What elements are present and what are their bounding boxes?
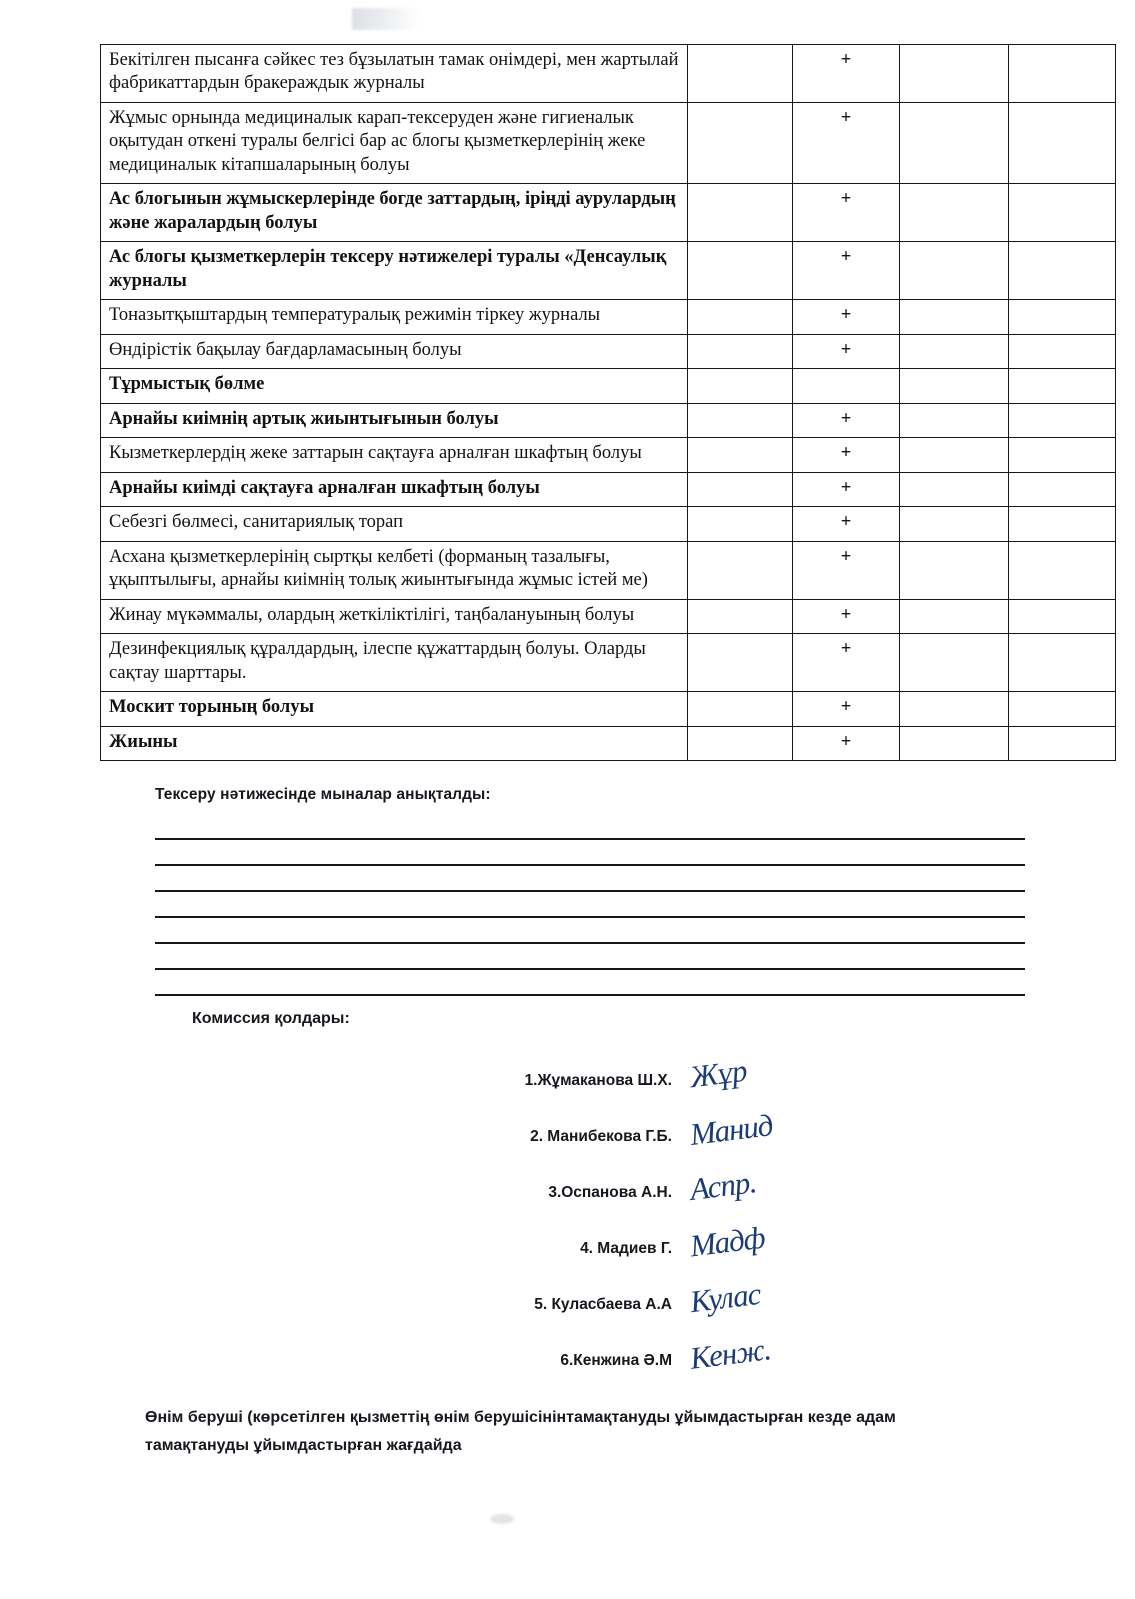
checklist-item-label: Дезинфекциялық құралдардың, ілеспе құжаттардың болуы. Оларды сақтау шарттары. [101,634,688,692]
signatory-name: 2. Манибекова Г.Б. [530,1128,672,1145]
list-item [500,1331,900,1404]
checklist-cell-col4 [1009,242,1116,300]
blank-line [155,866,1025,892]
blank-line [155,918,1025,944]
table-row [101,472,1116,506]
checklist-cell-col4 [1009,507,1116,541]
checklist-cell-col1 [688,634,793,692]
checklist-cell-col1 [688,726,793,760]
checklist-body [101,45,1116,761]
table-row [101,599,1116,633]
checklist-item-label: Жинау мүкәммалы, олардың жеткіліктілігі, таңбалануының болуы [101,599,688,633]
checklist-cell-col3 [900,403,1009,437]
checklist-mark: + [793,541,900,599]
checklist-cell-col1 [688,334,793,368]
checklist-item-label: Асхана қызметкерлерінің сыртқы келбеті (форманың тазалығы, ұқыптылығы, арнайы киімнің толық жиынтығында жұмыс істей ме) [101,541,688,599]
table-row [101,300,1116,334]
blank-line [155,970,1025,996]
table-row [101,184,1116,242]
checklist-cell-col3 [900,599,1009,633]
results-note: Тексеру нәтижесінде мыналар анықталды: [155,786,491,803]
checklist-cell-col3 [900,438,1009,472]
footer-note: Өнім беруші (көрсетілген қызметтің өнім берушісінінтамақтануды ұйымдастырған кезде адам тамақтануды ұйымдастырған жағдайда [145,1409,896,1454]
checklist-cell-col3 [900,300,1009,334]
handwritten-signature: Кулас [688,1275,763,1320]
signatory-name: 6.Кенжина Ә.М [560,1352,672,1369]
table-row [101,541,1116,599]
checklist-cell-col4 [1009,102,1116,183]
checklist-cell-col4 [1009,300,1116,334]
checklist-mark: + [793,472,900,506]
blank-line [155,944,1025,970]
checklist-mark: + [793,692,900,726]
checklist-mark: + [793,184,900,242]
checklist-cell-col4 [1009,634,1116,692]
checklist-section-label: Тұрмыстық бөлме [101,369,688,403]
table-row-section [101,369,1116,403]
checklist-cell-col1 [688,599,793,633]
checklist-cell-col1 [688,300,793,334]
checklist-cell-col4 [1009,184,1116,242]
blank-line [155,892,1025,918]
blank-writing-lines [155,828,1025,996]
checklist-cell-col1 [688,369,793,403]
checklist-cell-col1 [688,692,793,726]
checklist-mark: + [793,45,900,103]
checklist-item-label: Арнайы киімнің артық жиынтығынын болуы [101,403,688,437]
checklist-item-label: Кызметкерлердің жеке заттарын сақтауға арналған шкафтың болуы [101,438,688,472]
checklist-mark [793,369,900,403]
table-row [101,242,1116,300]
handwritten-signature: Кенж. [688,1331,773,1376]
handwritten-signature: Мадф [688,1219,767,1264]
checklist-cell-col4 [1009,472,1116,506]
checklist-cell-col4 [1009,541,1116,599]
checklist-cell-col1 [688,184,793,242]
table-row [101,507,1116,541]
checklist-cell-col4 [1009,599,1116,633]
checklist-cell-col1 [688,507,793,541]
checklist-cell-col3 [900,472,1009,506]
checklist-cell-col3 [900,334,1009,368]
checklist-cell-col3 [900,541,1009,599]
signatory-name: 3.Оспанова А.Н. [548,1184,672,1201]
commission-signatures-title: Комиссия қолдары: [192,1010,350,1027]
table-row-total [101,726,1116,760]
handwritten-signature: Аспр. [688,1164,758,1207]
checklist-mark: + [793,334,900,368]
checklist-cell-col4 [1009,334,1116,368]
checklist-mark: + [793,242,900,300]
inspection-checklist-table [100,44,1116,761]
checklist-item-label: Жұмыс орнында медициналык карап-тексеруден және гигиеналык оқытудан откені туралы белгісі бар ас блогы қызметкерлерінің жеке медициналык кітапшаларының болуы [101,102,688,183]
checklist-cell-col1 [688,541,793,599]
checklist-cell-col4 [1009,692,1116,726]
checklist-cell-col3 [900,369,1009,403]
checklist-cell-col3 [900,634,1009,692]
checklist-cell-col4 [1009,438,1116,472]
checklist-cell-col4 [1009,403,1116,437]
checklist-cell-col1 [688,242,793,300]
checklist-cell-col3 [900,102,1009,183]
checklist-cell-col1 [688,403,793,437]
checklist-mark: + [793,102,900,183]
handwritten-signature: Жұр [688,1052,749,1095]
table-row [101,334,1116,368]
checklist-mark: + [793,403,900,437]
table-row [101,692,1116,726]
checklist-cell-col4 [1009,369,1116,403]
checklist-item-label: Тоназытқыштардың температуралық режимін тіркеу журналы [101,300,688,334]
table-row [101,438,1116,472]
checklist-cell-col3 [900,726,1009,760]
checklist-item-label: Себезгі бөлмесі, санитариялық торап [101,507,688,541]
scan-artifact-top [352,8,448,30]
table-row [101,403,1116,437]
checklist-cell-col1 [688,438,793,472]
checklist-mark: + [793,634,900,692]
blank-line [155,840,1025,866]
checklist-total-label: Жиыны [101,726,688,760]
handwritten-signature: Манид [688,1107,775,1152]
checklist-item-label: Бекітілген пысанға сәйкес тез бұзылатын тамак онімдері, мен жартылай фабрикаттардын бракераждык журналы [101,45,688,103]
signatory-list [500,1052,900,1404]
checklist-cell-col4 [1009,726,1116,760]
checklist-mark: + [793,726,900,760]
checklist-item-label: Москит торының болуы [101,692,688,726]
table-row [101,45,1116,103]
scan-artifact-bottom [490,1514,514,1524]
checklist-mark: + [793,300,900,334]
signatory-name: 1.Жұмаканова Ш.Х. [524,1072,672,1089]
blank-line [155,828,1025,840]
checklist-item-label: Өндірістік бақылау бағдарламасының болуы [101,334,688,368]
checklist-cell-col4 [1009,45,1116,103]
checklist-item-label: Ас блогынын жұмыскерлерінде богде заттардың, іріңді аурулардың және жаралардың болуы [101,184,688,242]
checklist-item-label: Ас блогы қызметкерлерін тексеру нәтижелері туралы «Денсаулық журналы [101,242,688,300]
checklist-mark: + [793,438,900,472]
checklist-cell-col1 [688,45,793,103]
checklist-item-label: Арнайы киімді сақтауға арналған шкафтың болуы [101,472,688,506]
checklist-mark: + [793,507,900,541]
checklist-mark: + [793,599,900,633]
checklist-cell-col3 [900,184,1009,242]
checklist-cell-col3 [900,692,1009,726]
table-row [101,102,1116,183]
table-row [101,634,1116,692]
checklist-cell-col3 [900,242,1009,300]
signatory-name: 4. Мадиев Г. [580,1240,672,1257]
checklist-cell-col1 [688,472,793,506]
signatory-name: 5. Куласбаева А.А [534,1296,672,1313]
checklist-cell-col3 [900,507,1009,541]
checklist-cell-col3 [900,45,1009,103]
checklist-cell-col1 [688,102,793,183]
